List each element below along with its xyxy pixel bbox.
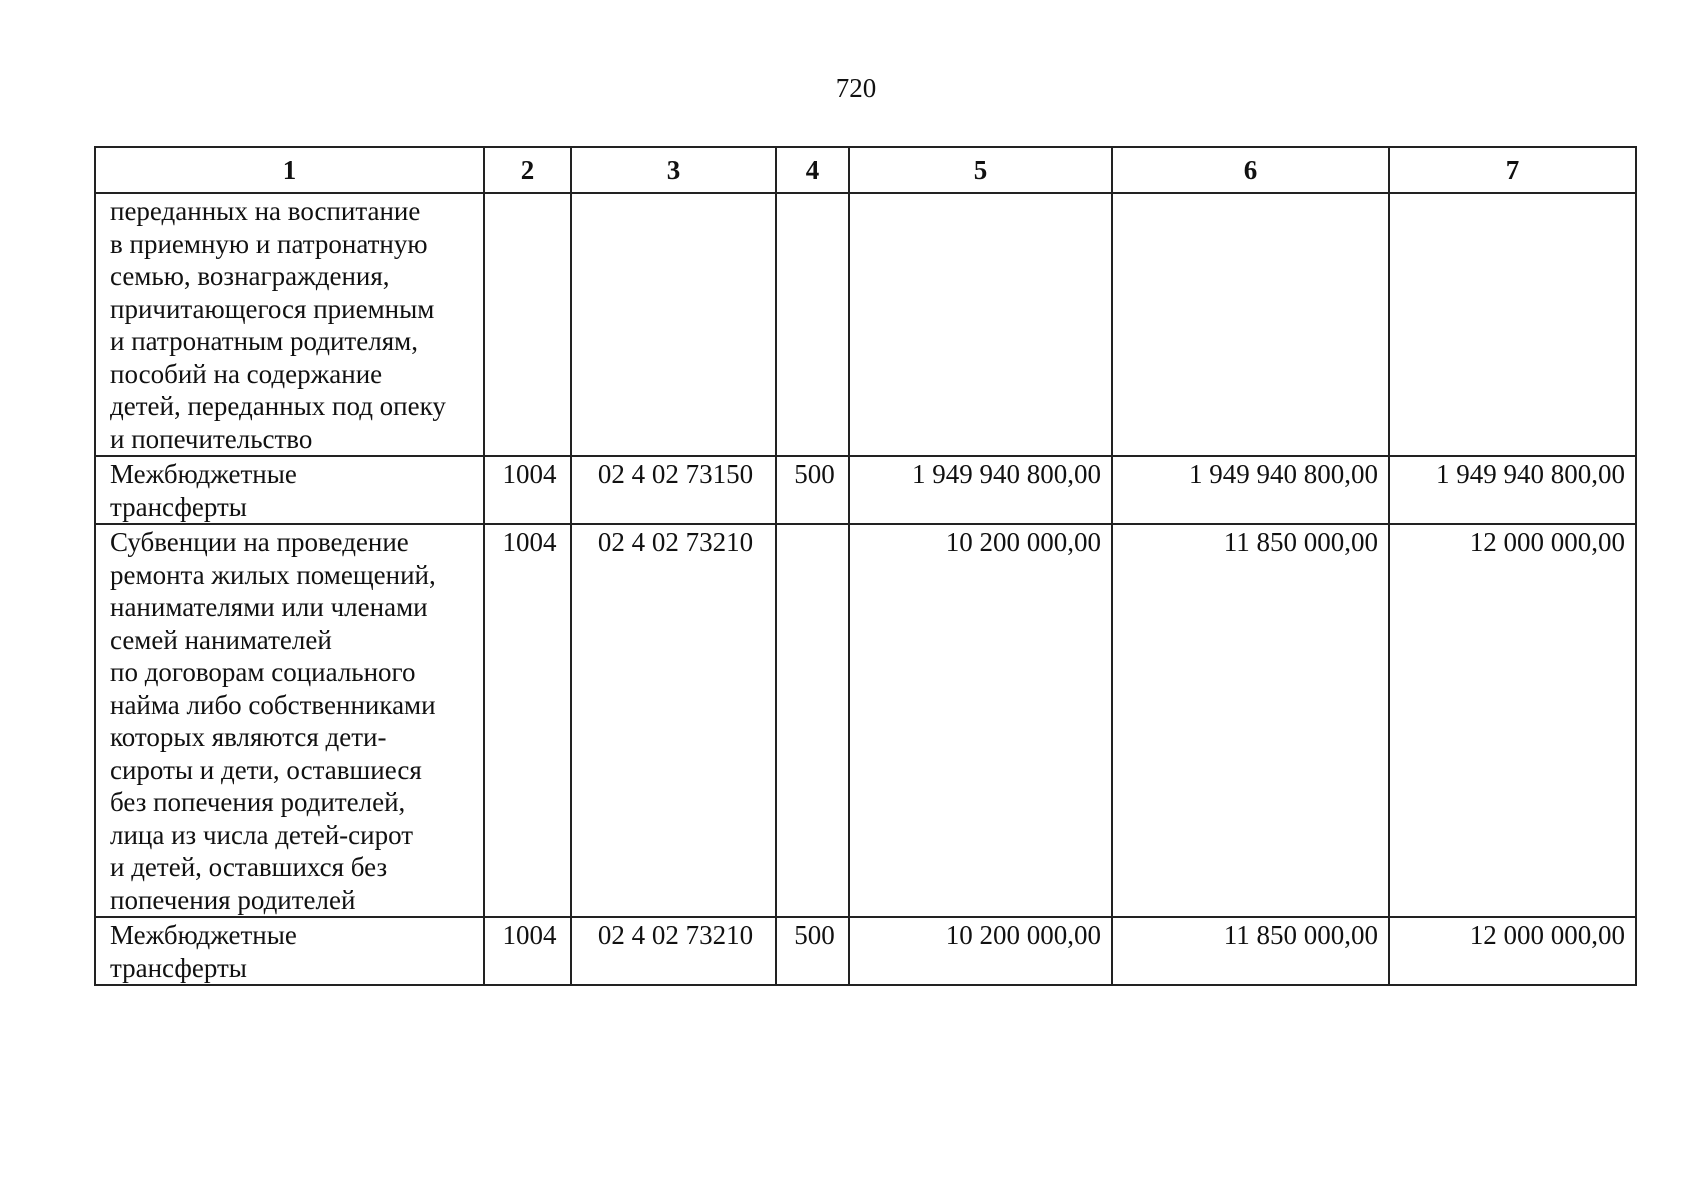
page-number: 720 (835, 73, 877, 103)
row-name: переданных на воспитание в приемную и патронатную семью, вознаграждения, причитающегося приемным и патронатным родителям, пособий на содержание детей, переданных под опеку и попечительство (110, 196, 446, 454)
budget-table (94, 146, 1637, 986)
table-row (95, 917, 1636, 985)
amount-1-cell: 1 949 940 800,00 (849, 456, 1112, 524)
amount-1-cell: 10 200 000,00 (849, 917, 1112, 985)
section-cell (484, 193, 571, 456)
amount-1-cell (849, 193, 1112, 456)
header-col-1: 1 (95, 147, 484, 193)
target-cell (571, 193, 776, 456)
table-row (95, 524, 1636, 917)
amount-3-cell: 1 949 940 800,00 (1389, 456, 1636, 524)
target-cell: 02 4 02 73210 (571, 917, 776, 985)
header-col-5: 5 (849, 147, 1112, 193)
target-cell: 02 4 02 73150 (571, 456, 776, 524)
table-row (95, 456, 1636, 524)
amount-3-cell: 12 000 000,00 (1389, 524, 1636, 917)
row-name-cell (95, 917, 484, 985)
type-cell (776, 193, 849, 456)
amount-2-cell (1112, 193, 1389, 456)
amount-2-cell: 1 949 940 800,00 (1112, 456, 1389, 524)
row-name-cell (95, 456, 484, 524)
amount-1-cell: 10 200 000,00 (849, 524, 1112, 917)
row-name: Субвенции на проведение ремонта жилых помещений, нанимателями или членами семей нанимателей по договорам социального найма либо собственниками которых являются дети- сироты и дети, оставшиеся без попечения родителей, лица из числа детей-сирот и детей, оставшихся без попечения родителей (110, 527, 436, 915)
header-col-6: 6 (1112, 147, 1389, 193)
header-col-3: 3 (571, 147, 776, 193)
target-cell: 02 4 02 73210 (571, 524, 776, 917)
row-name-cell (95, 524, 484, 917)
table-header-row (95, 147, 1636, 193)
type-cell (776, 524, 849, 917)
header-col-2: 2 (484, 147, 571, 193)
row-name: Межбюджетные трансферты (110, 920, 297, 983)
row-name: Межбюджетные трансферты (110, 459, 297, 522)
section-cell: 1004 (484, 917, 571, 985)
section-cell: 1004 (484, 456, 571, 524)
table-row (95, 193, 1636, 456)
amount-3-cell (1389, 193, 1636, 456)
type-cell: 500 (776, 456, 849, 524)
header-col-4: 4 (776, 147, 849, 193)
section-cell: 1004 (484, 524, 571, 917)
type-cell: 500 (776, 917, 849, 985)
row-name-cell (95, 193, 484, 456)
amount-2-cell: 11 850 000,00 (1112, 524, 1389, 917)
amount-2-cell: 11 850 000,00 (1112, 917, 1389, 985)
amount-3-cell: 12 000 000,00 (1389, 917, 1636, 985)
header-col-7: 7 (1389, 147, 1636, 193)
